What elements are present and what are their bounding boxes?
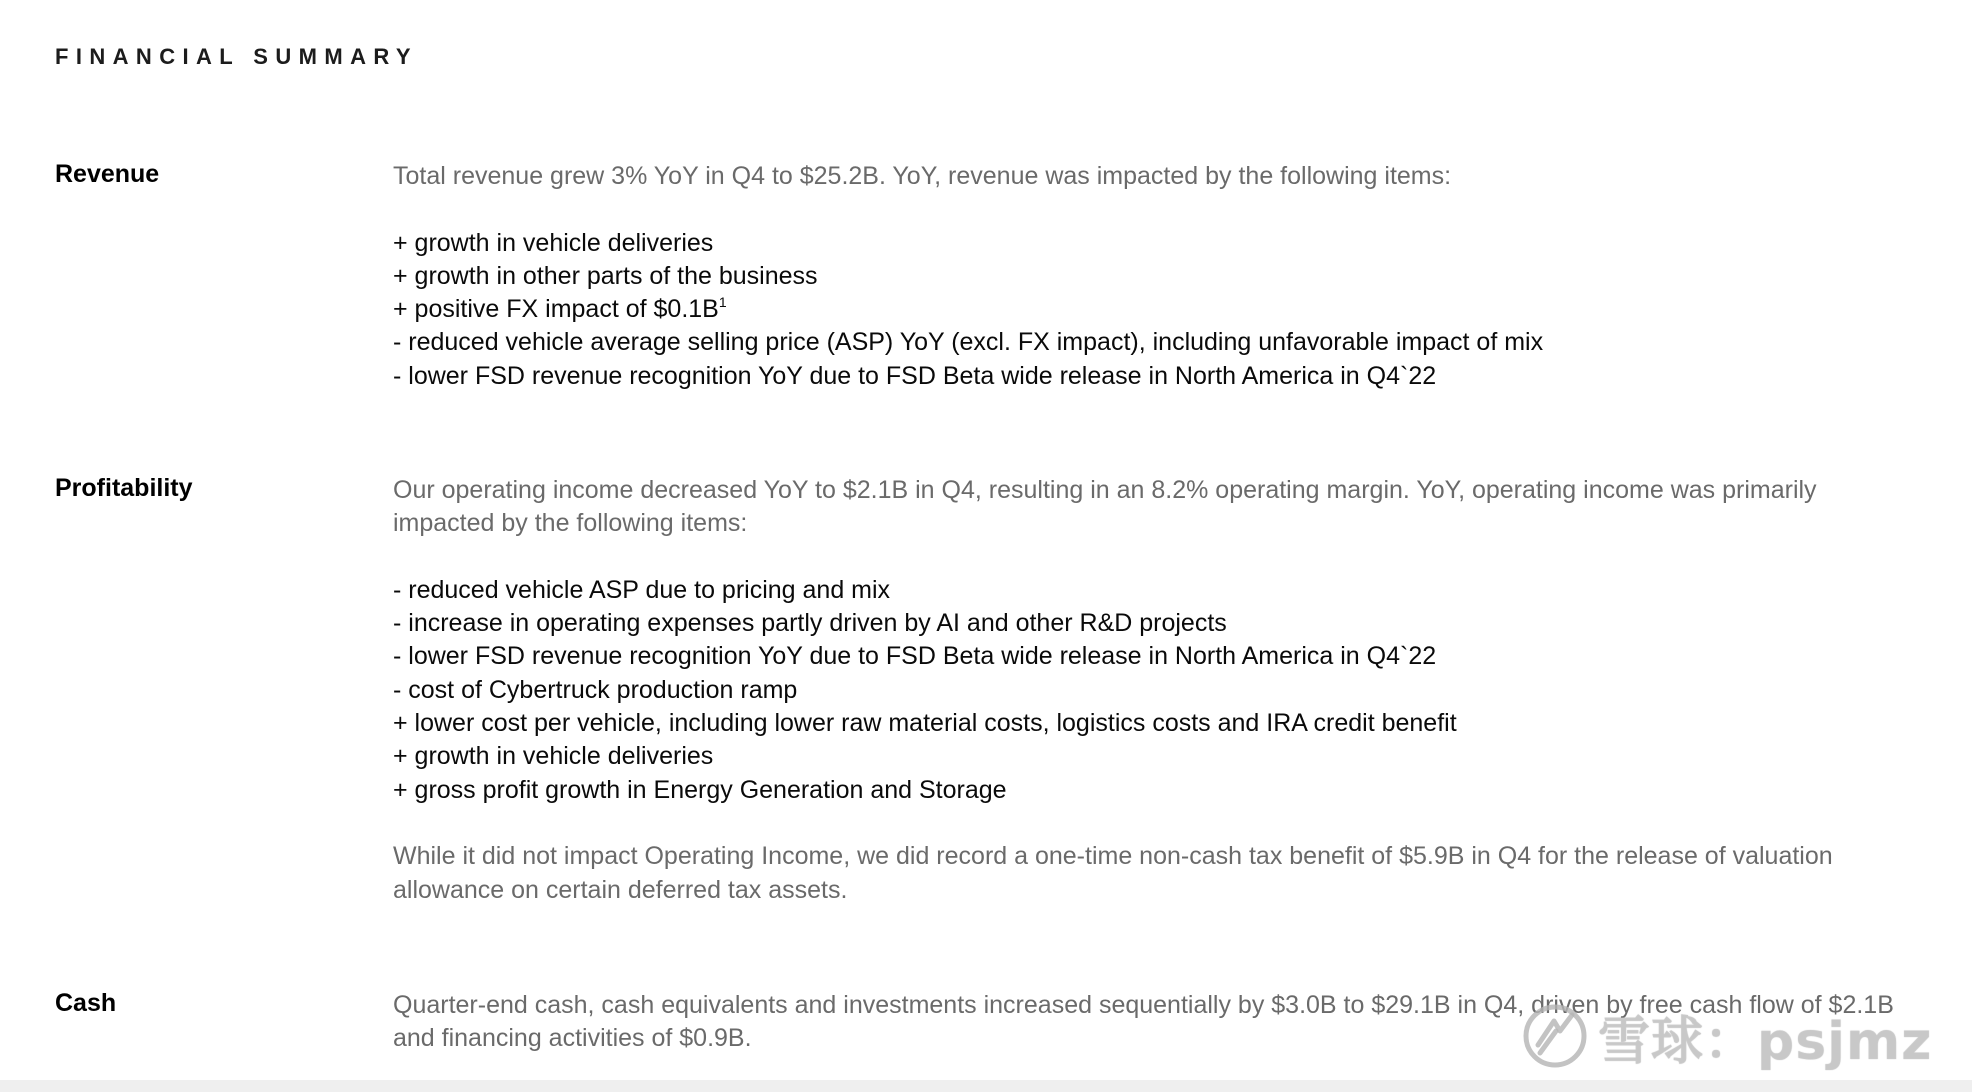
page-title: FINANCIAL SUMMARY: [55, 44, 418, 69]
list-item: - reduced vehicle average selling price (ASP) YoY (excl. FX impact), including unfavorable impact of mix: [393, 328, 1544, 357]
list-item: [393, 293, 1923, 326]
revenue-intro: Total revenue grew 3% YoY in Q4 to $25.2B. YoY, revenue was impacted by the following items:: [393, 162, 1452, 190]
profitability-intro: Our operating income decreased YoY to $2.1B in Q4, resulting in an 8.2% operating margin. YoY, operating income was primarily impacted by the following items:: [393, 476, 1817, 538]
list-item: - reduced vehicle ASP due to pricing and mix: [393, 575, 891, 604]
cash-label: Cash: [55, 989, 117, 1017]
profitability-note: While it did not impact Operating Income, we did record a one-time non-cash tax benefit of $5.9B in Q4 for the release of valuation allowance on certain deferred tax assets.: [393, 842, 1833, 904]
profitability-body: [393, 474, 1923, 907]
list-item: + gross profit growth in Energy Generation and Storage: [393, 775, 1007, 804]
cash-intro: Quarter-end cash, cash equivalents and investments increased sequentially by $3.0B to $29.1B in Q4, driven by free cash flow of $2.1B and financing activities of $0.9B.: [393, 991, 1894, 1053]
revenue-items: [393, 227, 1923, 393]
list-item: - increase in operating expenses partly driven by AI and other R&D projects: [393, 609, 1227, 638]
list-item: - lower FSD revenue recognition YoY due to FSD Beta wide release in North America in Q4`22: [393, 642, 1437, 671]
revenue-body: [393, 160, 1923, 393]
xueqiu-logo-icon: [1520, 1001, 1590, 1071]
footnote-marker: 1: [718, 294, 727, 311]
list-item: + lower cost per vehicle, including lower raw material costs, logistics costs and IRA credit benefit: [393, 709, 1457, 738]
list-item: + growth in vehicle deliveries: [393, 742, 714, 771]
bottom-band: [0, 1080, 1972, 1092]
list-item-text: + positive FX impact of $0.1B: [393, 295, 719, 324]
list-item: + growth in other parts of the business: [393, 261, 818, 290]
revenue-label: Revenue: [55, 160, 160, 188]
list-item: - lower FSD revenue recognition YoY due to FSD Beta wide release in North America in Q4`22: [393, 361, 1437, 390]
watermark: [1520, 996, 1932, 1076]
profitability-items: [393, 574, 1923, 807]
list-item: + growth in vehicle deliveries: [393, 228, 714, 257]
watermark-text: 雪球：psjmz: [1598, 1011, 1933, 1072]
list-item: - cost of Cybertruck production ramp: [393, 675, 798, 704]
profitability-label: Profitability: [55, 474, 193, 502]
